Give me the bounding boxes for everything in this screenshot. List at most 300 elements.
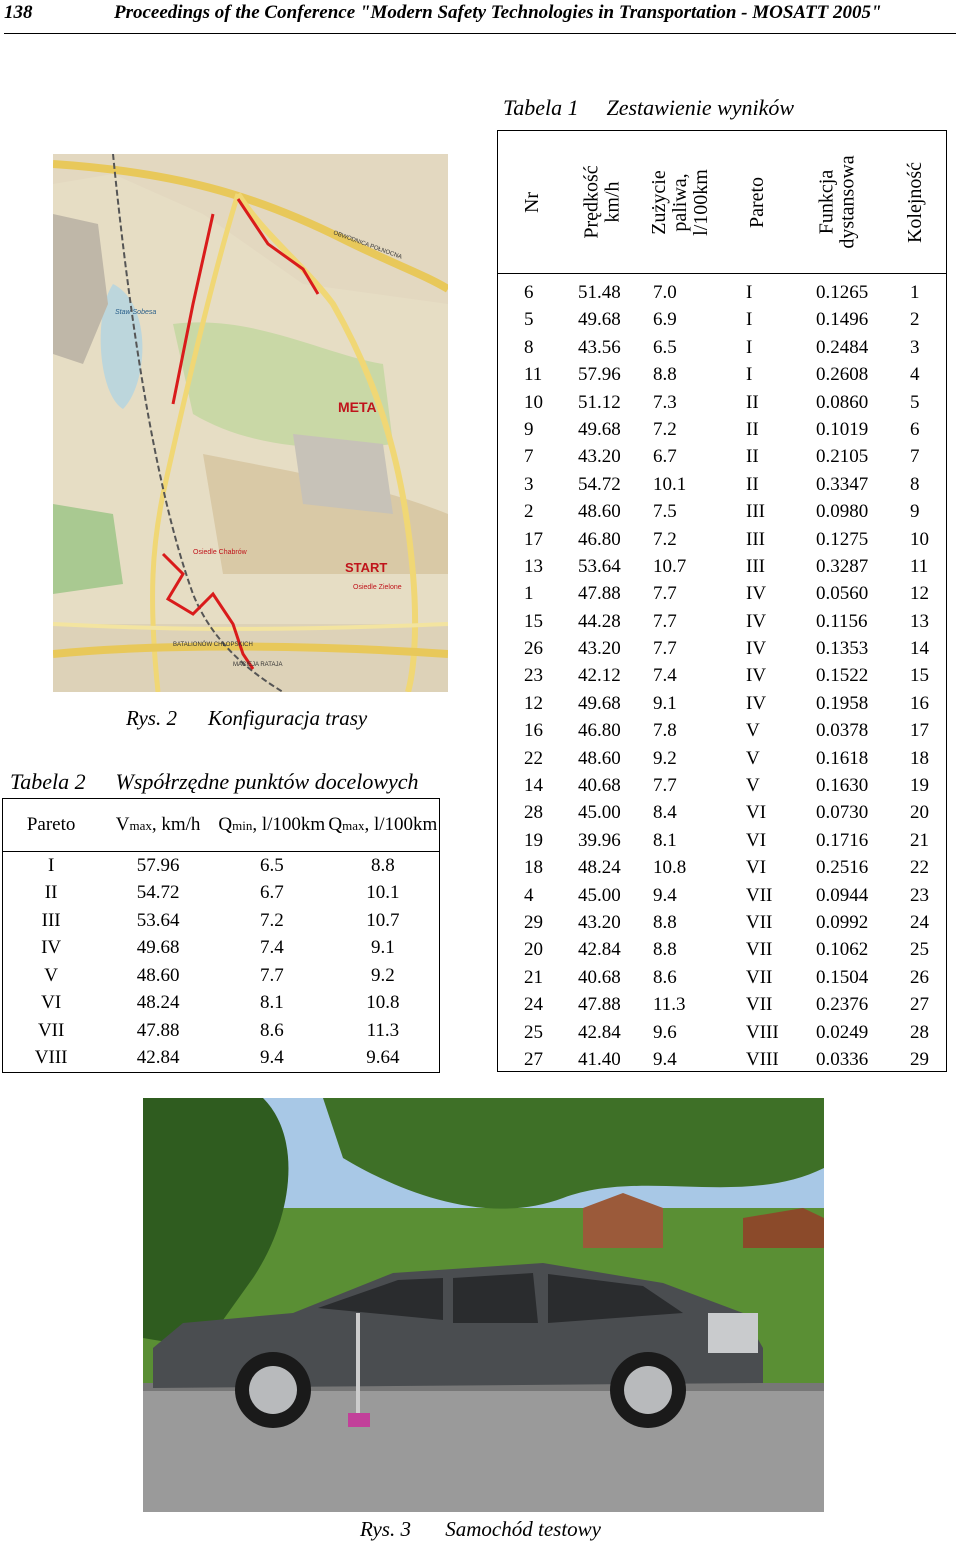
table-2-row xyxy=(3,880,440,908)
t1-header-fuel xyxy=(638,131,723,273)
t1-cell: 7.7 xyxy=(653,610,677,632)
t1-cell: 14 xyxy=(524,775,543,797)
t2-cell: 9.64 xyxy=(366,1047,400,1069)
t1-cell: I xyxy=(746,364,753,386)
t1-cell: 0.0980 xyxy=(816,501,869,523)
t1-cell: 41.40 xyxy=(578,1048,621,1070)
table-2-body xyxy=(3,852,440,1073)
table-1-row xyxy=(498,1019,946,1046)
t2-cell: 9.4 xyxy=(259,1047,284,1069)
t1-cell: 8.8 xyxy=(653,364,677,386)
t1-cell: 8.1 xyxy=(653,829,677,851)
t1-cell: VIII xyxy=(746,1048,779,1070)
table-2 xyxy=(2,798,440,1073)
t1-cell: 8.6 xyxy=(653,966,677,988)
t1-cell: 10 xyxy=(524,391,543,413)
t1-cell: 23 xyxy=(524,665,543,687)
t1-cell: 7.5 xyxy=(653,501,677,523)
t1-cell: 18 xyxy=(524,857,543,879)
table-2-row xyxy=(3,990,440,1018)
table-1-row xyxy=(498,991,946,1018)
t1-cell: III xyxy=(746,501,765,523)
t2-cell: 53.64 xyxy=(136,909,180,931)
t1-cell: 12 xyxy=(910,583,929,605)
t1-cell: 42.12 xyxy=(578,665,621,687)
t2-cell: 48.24 xyxy=(136,992,180,1014)
t2-cell: VII xyxy=(37,1019,65,1041)
t2-cell: 11.3 xyxy=(366,1019,400,1041)
figure-2-number: Rys. 2 xyxy=(126,706,177,730)
t1-cell: 40.68 xyxy=(578,966,621,988)
t1-cell: 28 xyxy=(524,802,543,824)
t1-cell: 0.2376 xyxy=(816,994,869,1016)
t1-cell: 20 xyxy=(524,939,543,961)
map-south xyxy=(53,624,448,692)
t1-cell: 54.72 xyxy=(578,473,621,495)
header-rule xyxy=(4,33,956,34)
table-2-row xyxy=(3,962,440,990)
table-1-row xyxy=(498,635,946,662)
t2-cell: 47.88 xyxy=(136,1019,180,1041)
t1-cell: 48.24 xyxy=(578,857,621,879)
t1-cell: 48.60 xyxy=(578,747,621,769)
table-1 xyxy=(497,130,947,1072)
t2-cell: 42.84 xyxy=(136,1047,180,1069)
table-2-header-row xyxy=(3,799,440,852)
t2-qmax-sub: max xyxy=(342,817,365,833)
t1-cell: 9.4 xyxy=(653,1048,677,1070)
t2-cell: 8.1 xyxy=(259,992,284,1014)
t1-cell: II xyxy=(746,391,759,413)
t1-cell: 8 xyxy=(910,473,920,495)
car-hubcap-front xyxy=(249,1366,297,1414)
t1-cell: 13 xyxy=(524,555,543,577)
t1-cell: 9 xyxy=(910,501,920,523)
table-1-row xyxy=(498,361,946,388)
t1-cell: 0.2516 xyxy=(816,857,869,879)
t1-cell: 22 xyxy=(524,747,543,769)
t1-cell: 7.3 xyxy=(653,391,677,413)
t1-cell: VI xyxy=(746,802,767,824)
t1-cell: 0.2105 xyxy=(816,446,869,468)
t1-cell: 20 xyxy=(910,802,929,824)
t1-cell: II xyxy=(746,473,759,495)
table-2-row xyxy=(3,1017,440,1045)
t1-cell: VII xyxy=(746,911,773,933)
t1-cell: 43.20 xyxy=(578,638,621,660)
t1-cell: 47.88 xyxy=(578,994,621,1016)
t1-cell: I xyxy=(746,309,753,331)
t2-vmax-unit: , km/h xyxy=(151,813,201,835)
t1-cell: 28 xyxy=(910,1021,929,1043)
t1-cell: 10.8 xyxy=(653,857,687,879)
t1-cell: 0.0730 xyxy=(816,802,869,824)
table-1-row xyxy=(498,745,946,772)
t1-cell: 45.00 xyxy=(578,802,621,824)
green-area xyxy=(53,504,123,594)
t1-cell: 15 xyxy=(910,665,929,687)
t1-cell: 9.2 xyxy=(653,747,677,769)
t1-cell: 27 xyxy=(910,994,929,1016)
table-2-row xyxy=(3,1045,440,1073)
table-2-row xyxy=(3,852,440,880)
t2-cell: 6.7 xyxy=(259,882,284,904)
t2-cell: 7.7 xyxy=(259,964,284,986)
t1-cell: 9.6 xyxy=(653,1021,677,1043)
table-1-row xyxy=(498,389,946,416)
table-1-row xyxy=(498,854,946,881)
t1-header-order-text: Kolejność xyxy=(904,161,926,243)
t1-cell: 6.7 xyxy=(653,446,677,468)
t1-cell: 42.84 xyxy=(578,939,621,961)
table-1-row xyxy=(498,443,946,470)
t1-cell: 7 xyxy=(910,446,920,468)
t1-cell: 0.0560 xyxy=(816,583,869,605)
t1-cell: 57.96 xyxy=(578,364,621,386)
t1-cell: 42.84 xyxy=(578,1021,621,1043)
t1-cell: 0.0944 xyxy=(816,884,869,906)
table-1-row xyxy=(498,717,946,744)
table-1-header xyxy=(498,131,946,274)
t1-cell: V xyxy=(746,720,760,742)
t1-cell: 17 xyxy=(524,528,543,550)
t1-cell: 18 xyxy=(910,747,929,769)
t1-cell: 25 xyxy=(524,1021,543,1043)
t2-header-pareto: Pareto xyxy=(3,799,100,852)
t1-cell: 7.7 xyxy=(653,638,677,660)
t1-header-order xyxy=(888,131,943,273)
t2-cell: VIII xyxy=(34,1047,68,1069)
t1-cell: 39.96 xyxy=(578,829,621,851)
t1-cell: VI xyxy=(746,857,767,879)
t1-cell: 0.1496 xyxy=(816,309,869,331)
t1-cell: 46.80 xyxy=(578,720,621,742)
t1-cell: 8.8 xyxy=(653,939,677,961)
t1-cell: 8.8 xyxy=(653,911,677,933)
t1-cell: 0.1958 xyxy=(816,692,869,714)
t1-cell: 0.1504 xyxy=(816,966,869,988)
t1-cell: 0.1716 xyxy=(816,829,869,851)
t1-cell: 7.7 xyxy=(653,583,677,605)
t1-cell: 11 xyxy=(524,364,543,386)
t1-cell: 7 xyxy=(524,446,534,468)
t1-cell: VIII xyxy=(746,1021,779,1043)
map-label-meta: META xyxy=(338,399,377,415)
t1-cell: 0.1156 xyxy=(816,610,868,632)
t1-cell: VII xyxy=(746,994,773,1016)
t1-cell: 13 xyxy=(910,610,929,632)
t1-cell: 10 xyxy=(910,528,929,550)
figure-3-number: Rys. 3 xyxy=(360,1517,411,1541)
t1-cell: 43.56 xyxy=(578,336,621,358)
route-map xyxy=(53,154,448,692)
t2-cell: 49.68 xyxy=(136,937,180,959)
t1-cell: 0.1630 xyxy=(816,775,869,797)
t1-cell: 26 xyxy=(910,966,929,988)
table-1-row xyxy=(498,690,946,717)
map-label-district-1: Osiedle Chabrów xyxy=(193,549,247,556)
t2-cell: 7.4 xyxy=(259,937,284,959)
table-1-row xyxy=(498,334,946,361)
t1-cell: 21 xyxy=(910,829,929,851)
t1-cell: 53.64 xyxy=(578,555,621,577)
t1-cell: 0.0992 xyxy=(816,911,869,933)
t1-header-pareto-text: Pareto xyxy=(746,176,769,228)
t1-cell: 15 xyxy=(524,610,543,632)
t1-header-speed-text: Prędkość km/h xyxy=(581,165,625,239)
map-label-road-3: MACIEJA RATAJA xyxy=(233,662,283,668)
t1-cell: V xyxy=(746,775,760,797)
t2-qmin-main: Q xyxy=(218,813,233,835)
map-label-lake: Staw Sobesa xyxy=(115,309,157,316)
t2-qmax-main: Q xyxy=(328,813,343,835)
t1-cell: 6 xyxy=(524,282,534,303)
table-1-row xyxy=(498,936,946,963)
t1-cell: 0.1353 xyxy=(816,638,869,660)
t1-cell: V xyxy=(746,747,760,769)
t1-cell: 11.3 xyxy=(653,994,686,1016)
t1-cell: 10.7 xyxy=(653,555,687,577)
t1-cell: 14 xyxy=(910,638,929,660)
t2-cell: V xyxy=(44,964,58,986)
t1-cell: 7.0 xyxy=(653,282,677,303)
t1-header-nr-text: Nr xyxy=(521,191,544,213)
t1-cell: 1 xyxy=(910,282,920,303)
t1-cell: 12 xyxy=(524,692,543,714)
page-number: 138 xyxy=(4,2,33,23)
t1-cell: 19 xyxy=(910,775,929,797)
map-label-road-2: BATALIONÓW CHŁOPSKICH xyxy=(173,642,253,648)
t1-cell: 7.8 xyxy=(653,720,677,742)
t1-cell: 51.48 xyxy=(578,282,621,303)
figure-3-caption xyxy=(360,1517,601,1542)
t1-cell: 7.2 xyxy=(653,528,677,550)
t1-cell: I xyxy=(746,336,753,358)
t2-cell: II xyxy=(44,882,58,904)
t1-cell: 0.1618 xyxy=(816,747,869,769)
t1-cell: 3 xyxy=(524,473,534,495)
car-rear-panel xyxy=(708,1313,758,1353)
t1-cell: II xyxy=(746,418,759,440)
t1-cell: 0.3287 xyxy=(816,555,869,577)
t1-cell: 1 xyxy=(524,583,534,605)
table-1-row xyxy=(498,279,946,306)
t1-cell: 0.2608 xyxy=(816,364,869,386)
t1-cell: VII xyxy=(746,966,773,988)
t1-cell: 7.7 xyxy=(653,775,677,797)
t1-cell: I xyxy=(746,282,753,303)
t2-cell: VI xyxy=(41,992,62,1014)
table-2-label: Tabela 2 xyxy=(10,769,86,794)
car-window-middle xyxy=(453,1273,538,1323)
t1-cell: III xyxy=(746,555,765,577)
t1-cell: 24 xyxy=(910,911,929,933)
t2-cell: 10.1 xyxy=(366,882,400,904)
t2-qmin-unit: , l/100km xyxy=(252,813,326,835)
t1-cell: 0.0249 xyxy=(816,1021,869,1043)
table-1-row xyxy=(498,526,946,553)
t1-cell: 29 xyxy=(524,911,543,933)
t1-cell: 16 xyxy=(524,720,543,742)
table-1-row xyxy=(498,553,946,580)
table-1-row xyxy=(498,580,946,607)
table-1-row xyxy=(498,471,946,498)
t2-cell: 10.7 xyxy=(366,909,400,931)
t1-cell: 49.68 xyxy=(578,309,621,331)
t1-cell: 21 xyxy=(524,966,543,988)
t1-cell: 22 xyxy=(910,857,929,879)
test-car-photo xyxy=(143,1098,824,1512)
t1-cell: 40.68 xyxy=(578,775,621,797)
t1-cell: 0.1019 xyxy=(816,418,869,440)
t1-cell: IV xyxy=(746,692,767,714)
t2-header-vmax xyxy=(99,799,217,852)
t1-cell: 0.0378 xyxy=(816,720,869,742)
t1-cell: 19 xyxy=(524,829,543,851)
figure-3-text: Samochód testowy xyxy=(445,1517,601,1541)
t1-cell: 10.1 xyxy=(653,473,687,495)
table-1-label: Tabela 1 xyxy=(503,95,579,120)
table-1-row xyxy=(498,416,946,443)
t1-cell: 8 xyxy=(524,336,534,358)
t1-cell: 29 xyxy=(910,1048,929,1070)
t1-cell: II xyxy=(746,446,759,468)
t1-cell: 24 xyxy=(524,994,543,1016)
t1-cell: 2 xyxy=(524,501,534,523)
t2-cell: 57.96 xyxy=(136,854,180,876)
t2-cell: 54.72 xyxy=(136,882,180,904)
t1-cell: 43.20 xyxy=(578,446,621,468)
t1-cell: 6.9 xyxy=(653,309,677,331)
t1-header-fuel-text: Zużycie paliwa, l/100km xyxy=(648,168,712,236)
t2-cell: I xyxy=(47,854,55,876)
t1-cell: 7.4 xyxy=(653,665,677,687)
t2-cell: 10.8 xyxy=(366,992,400,1014)
t1-cell: 2 xyxy=(910,309,920,331)
t1-cell: 9 xyxy=(524,418,534,440)
t1-cell: 0.1275 xyxy=(816,528,869,550)
t1-cell: 0.0860 xyxy=(816,391,869,413)
t1-cell: 26 xyxy=(524,638,543,660)
table-1-row xyxy=(498,608,946,635)
t1-cell: IV xyxy=(746,583,767,605)
t1-header-distance-text: Funkcja dystansowa xyxy=(816,155,860,249)
t1-cell: 3 xyxy=(910,336,920,358)
t1-cell: 4 xyxy=(524,884,534,906)
map-label-start: START xyxy=(345,560,388,575)
t1-cell: 23 xyxy=(910,884,929,906)
table-1-row xyxy=(498,772,946,799)
sensor-box xyxy=(348,1413,370,1427)
t1-cell: 17 xyxy=(910,720,929,742)
t2-cell: III xyxy=(41,909,61,931)
t2-cell: 8.6 xyxy=(259,1019,284,1041)
t1-cell: VII xyxy=(746,884,773,906)
t1-cell: 8.4 xyxy=(653,802,677,824)
table-2-name: Współrzędne punktów docelowych xyxy=(115,769,419,794)
t1-cell: 0.1062 xyxy=(816,939,869,961)
figure-2-text: Konfiguracja trasy xyxy=(208,706,368,730)
t1-cell: IV xyxy=(746,665,767,687)
t1-header-distance xyxy=(798,131,878,273)
t1-cell: 0.3347 xyxy=(816,473,869,495)
t1-cell: IV xyxy=(746,638,767,660)
t1-cell: 25 xyxy=(910,939,929,961)
t2-header-qmin xyxy=(217,799,327,852)
t1-cell: 49.68 xyxy=(578,418,621,440)
t1-cell: 6 xyxy=(910,418,920,440)
t1-cell: VI xyxy=(746,829,767,851)
table-1-row xyxy=(498,662,946,689)
table-1-title xyxy=(503,95,794,121)
running-title: Proceedings of the Conference "Modern Safety Technologies in Transportation - MOSATT 2005" xyxy=(114,2,882,23)
t1-cell: 46.80 xyxy=(578,528,621,550)
table-1-row xyxy=(498,909,946,936)
table-1-name: Zestawienie wyników xyxy=(606,95,795,120)
car-hubcap-rear xyxy=(624,1366,672,1414)
t1-cell: III xyxy=(746,528,765,550)
t1-cell: 9.1 xyxy=(653,692,677,714)
t2-header-qmax xyxy=(327,799,440,852)
t2-cell: 48.60 xyxy=(136,964,180,986)
t2-qmin-sub: min xyxy=(232,817,253,833)
table-1-row xyxy=(498,1046,946,1073)
t2-cell: 9.2 xyxy=(370,964,395,986)
table-1-row xyxy=(498,799,946,826)
t2-cell: 9.1 xyxy=(370,937,395,959)
table-2-row xyxy=(3,907,440,935)
t1-cell: 27 xyxy=(524,1048,543,1070)
t1-cell: 0.0336 xyxy=(816,1048,869,1070)
t1-cell: 4 xyxy=(910,364,920,386)
t1-cell: 49.68 xyxy=(578,692,621,714)
t1-cell: 9.4 xyxy=(653,884,677,906)
t2-cell: 7.2 xyxy=(259,909,284,931)
t1-header-speed xyxy=(568,131,638,273)
t1-cell: 11 xyxy=(910,555,929,577)
map-label-district-2: Osiedle Zielone xyxy=(353,584,402,591)
table-1-body xyxy=(498,279,946,1073)
t1-header-pareto xyxy=(728,131,788,273)
t1-cell: 0.2484 xyxy=(816,336,869,358)
t1-cell: 7.2 xyxy=(653,418,677,440)
table-1-row xyxy=(498,882,946,909)
table-1-row xyxy=(498,498,946,525)
t1-cell: 45.00 xyxy=(578,884,621,906)
t1-cell: 5 xyxy=(910,391,920,413)
table-1-row xyxy=(498,827,946,854)
t2-cell: IV xyxy=(41,937,62,959)
t1-cell: VII xyxy=(746,939,773,961)
t1-cell: 47.88 xyxy=(578,583,621,605)
t1-header-nr xyxy=(508,131,558,273)
t1-cell: 16 xyxy=(910,692,929,714)
t1-cell: 6.5 xyxy=(653,336,677,358)
t1-cell: 0.1265 xyxy=(816,282,869,303)
built-area xyxy=(293,434,393,514)
t1-cell: 44.28 xyxy=(578,610,621,632)
t2-vmax-main: V xyxy=(115,813,130,835)
t1-cell: 51.12 xyxy=(578,391,621,413)
t2-cell: 8.8 xyxy=(370,854,395,876)
t1-cell: 0.1522 xyxy=(816,665,869,687)
map-label-road-1: OBWODNICA POŁNOCNA xyxy=(332,230,403,261)
t2-cell: 6.5 xyxy=(259,854,284,876)
t2-qmax-unit: , l/100km xyxy=(364,813,438,835)
table-2-row xyxy=(3,935,440,963)
t2-vmax-sub: max xyxy=(129,817,152,833)
page-header xyxy=(4,2,956,32)
